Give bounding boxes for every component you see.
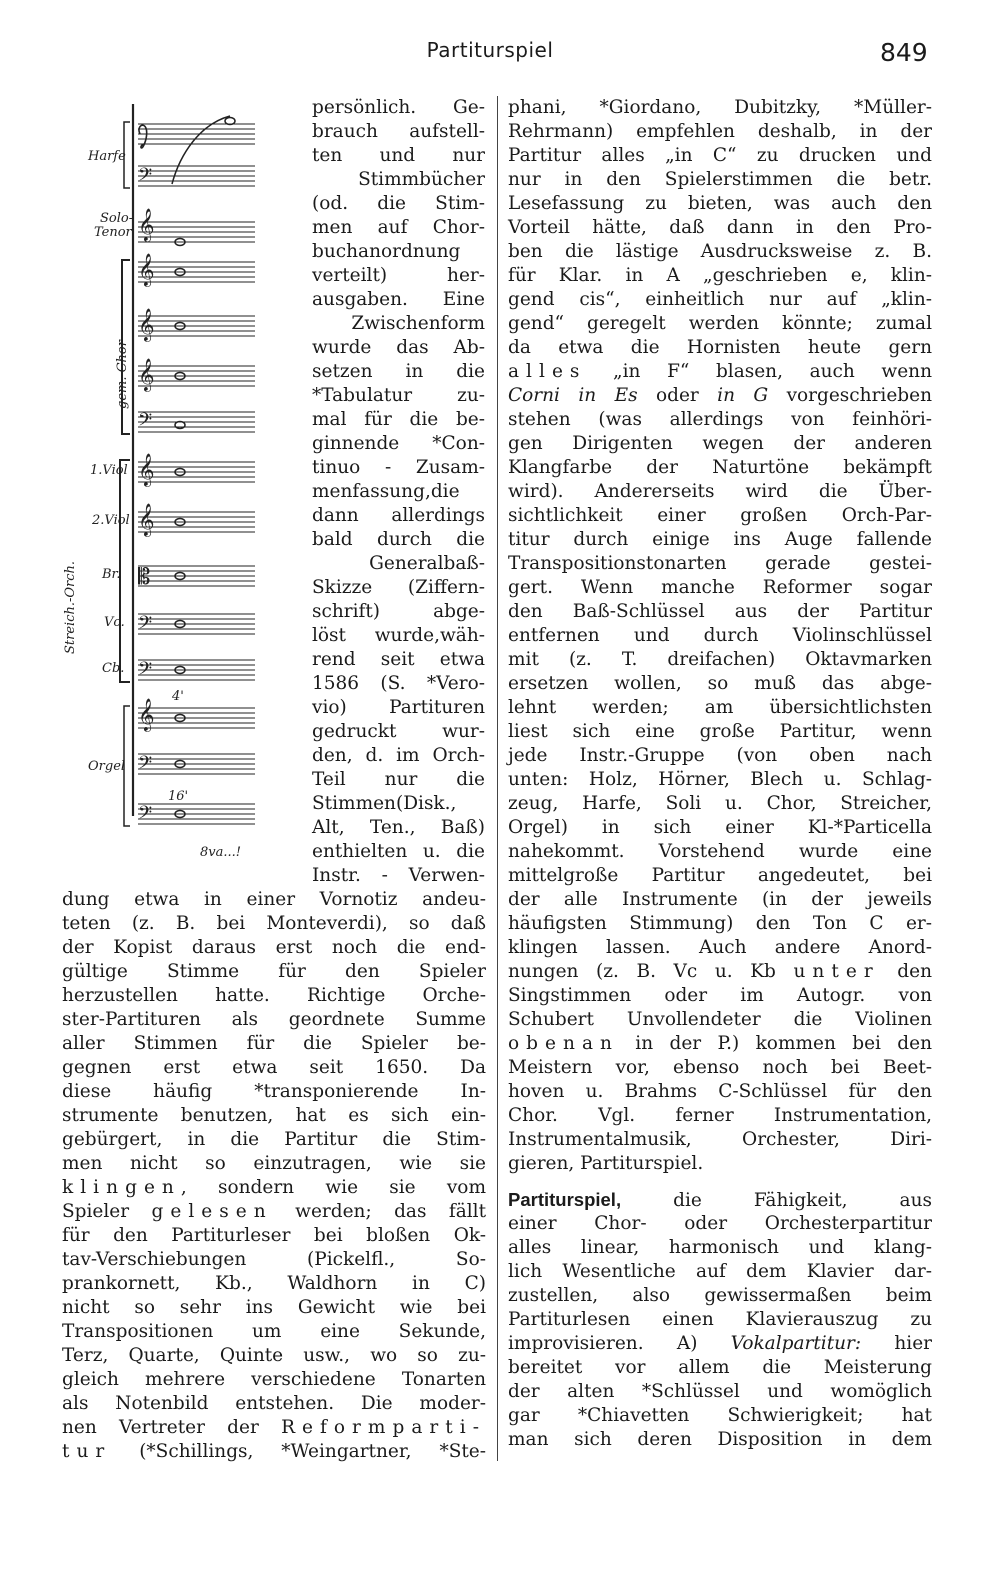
text-line: prankornett, Kb., Waldhorn in C)	[62, 1273, 486, 1294]
text-run: den	[879, 961, 932, 982]
text-line: entfernen und durch Violinschlüssel	[508, 625, 932, 646]
text-line: Vorteil hätte, daß dann in den Pro-	[508, 217, 932, 238]
italic-run: Vokalpartitur:	[730, 1333, 862, 1354]
page-number: 849	[880, 38, 928, 67]
staff-solo-tenor	[138, 222, 255, 242]
bass-clef-icon: 𝄢	[138, 410, 153, 435]
spaced-word: gelesen	[151, 1201, 273, 1222]
text-line: Rehrmann) empfehlen deshalb, in der	[508, 121, 932, 142]
text-line: men auf Chor-	[312, 217, 485, 238]
text-line: strumente benutzen, hat es sich ein-	[62, 1105, 486, 1126]
staff-organ-bass	[138, 754, 255, 774]
label-16-foot: 16'	[168, 789, 189, 804]
text-line: liest sich eine große Partitur, wenn	[508, 721, 932, 742]
text-line	[62, 1416, 486, 1440]
text-line: Zwischenform	[351, 313, 485, 334]
bass-clef-icon: 𝄢	[138, 803, 153, 828]
text-line: Chor. Vgl. ferner Instrumentation,	[508, 1105, 932, 1126]
score-svg	[63, 94, 310, 869]
text-line: brauch aufstell-	[312, 121, 485, 142]
text-line: stehen (was allerdings von feinhöri-	[508, 409, 932, 430]
staff-viola	[138, 566, 255, 586]
text-line: tinuo - Zusam-	[312, 457, 485, 478]
text-line: ten und nur	[312, 145, 485, 166]
text-line: Transpositionen um eine Sekunde,	[62, 1321, 486, 1342]
label-vc: Vc.	[104, 615, 125, 630]
text-line: ginnende *Con-	[312, 433, 485, 454]
text-line: der alle Instrumente (in der jeweils	[508, 889, 932, 910]
text-line: als Notenbild entstehen. Die moder-	[62, 1393, 486, 1414]
text-line: gar *Chiavetten Schwierigkeit; hat	[508, 1405, 932, 1426]
treble-clef-icon: 𝄞	[138, 698, 155, 731]
label-solo: Solo-	[100, 211, 134, 226]
text-line: klingen lassen. Auch andere Anord-	[508, 937, 932, 958]
text-line: mal für die be-	[312, 409, 485, 430]
text-line: nahekommt. Vorstehend wurde eine	[508, 841, 932, 862]
text-line: gebürgert, in die Partitur die Stim-	[62, 1129, 486, 1150]
entry-headword-line	[508, 1188, 932, 1213]
text-line: persönlich. Ge-	[312, 97, 485, 118]
label-tenor: Tenor	[94, 225, 132, 240]
text-line: man sich deren Disposition in dem	[508, 1429, 932, 1450]
text-line: verteilt) her-	[312, 265, 485, 286]
label-gem-chor: gem. Chor	[115, 340, 130, 409]
spaced-word: alles	[508, 361, 587, 382]
staff-violin-2	[138, 512, 255, 532]
text-line: den Baß-Schlüssel aus der Partitur	[508, 601, 932, 622]
label-orgel: Orgel	[88, 759, 126, 774]
label-4-foot: 4'	[172, 689, 184, 704]
text-line: häufigsten Stimmung) den Ton C er-	[508, 913, 932, 934]
text-line: diese häufig *transponierende In-	[62, 1081, 486, 1102]
text-line: Stimmen(Disk.,	[312, 793, 457, 814]
text-line: gültige Stimme für den Spieler	[62, 961, 486, 982]
text-line: gert. Wenn manche Reformer sogar	[508, 577, 932, 598]
staff-choir-tenor	[138, 366, 255, 386]
treble-clef-icon: 𝄞	[138, 453, 155, 486]
staff-harfe-treble	[138, 124, 255, 144]
bass-clef-icon: 𝄢	[138, 165, 153, 190]
bass-clef-icon: 𝄢	[138, 753, 153, 778]
text-run: (*Schillings, *Weingartner, *Ste-	[111, 1441, 486, 1462]
text-line: mittelgroße Partitur angedeutet, bei	[508, 865, 932, 886]
text-line: rend seit etwa	[312, 649, 485, 670]
staff-violin-1	[138, 462, 255, 482]
text-line: hoven u. Brahms C-Schlüssel für den	[508, 1081, 932, 1102]
text-run: in der P.) kommen bei den	[618, 1033, 932, 1054]
text-line: Lesefassung zu bieten, was auch den	[508, 193, 932, 214]
text-line: der alten *Schlüssel und womöglich	[508, 1381, 932, 1402]
treble-clef-icon: 𝄞	[138, 253, 155, 286]
text-line: gegnen erst etwa seit 1650. Da	[62, 1057, 486, 1078]
label-ottava: 8va...!	[200, 845, 241, 860]
text-line: gedruckt wur-	[312, 721, 485, 742]
text-line: lich Wesentliche auf dem Klavier dar-	[508, 1261, 932, 1282]
text-line: Generalbaß-	[369, 553, 485, 574]
text-line: mit (z. T. dreifachen) Oktavmarken	[508, 649, 932, 670]
text-line: einer Chor- oder Orchesterpartitur	[508, 1213, 932, 1234]
text-line	[62, 1440, 486, 1464]
text-line: Meistern vor, ebenso noch bei Beet-	[508, 1057, 932, 1078]
staff-organ-pedal	[138, 804, 255, 824]
staff-choir-alto	[138, 316, 255, 336]
text-line: enthielten u. die	[312, 841, 485, 862]
score-illustration	[63, 94, 310, 869]
text-line: den, d. im Orch-	[312, 745, 485, 766]
text-line: ster-Partituren als geordnete Summe	[62, 1009, 486, 1030]
text-line: alles linear, harmonisch und klang-	[508, 1237, 932, 1258]
text-line: der Kopist daraus erst noch die end-	[62, 937, 486, 958]
text-line: herzustellen hatte. Richtige Orche-	[62, 985, 486, 1006]
text-line: gen Dirigenten wegen der anderen	[508, 433, 932, 454]
text-line: wird). Andererseits wird die Über-	[508, 481, 932, 502]
treble-clef-icon: 𝄞	[138, 358, 155, 391]
text-line: 1586 (S. *Vero-	[312, 673, 485, 694]
text-line: gend“ geregelt werden könnte; zumal	[508, 313, 932, 334]
text-line: für Klar. in A „geschrieben e, klin-	[508, 265, 932, 286]
text-line	[508, 1332, 932, 1356]
text-line	[508, 384, 932, 408]
text-line: titur durch einige ins Auge fallende	[508, 529, 932, 550]
text-line: Klangfarbe der Naturtöne bekämpft	[508, 457, 932, 478]
text-line: *Tabulatur zu-	[312, 385, 485, 406]
text-line: für den Partiturleser bei bloßen Ok-	[62, 1225, 486, 1246]
text-line: ben die lästige Ausdrucksweise z. B.	[508, 241, 932, 262]
text-line: zeug, Harfe, Soli u. Chor, Streicher,	[508, 793, 932, 814]
text-run: nungen (z. B. Vc u. Kb	[508, 961, 794, 982]
text-run: nen Vertreter der	[62, 1417, 282, 1438]
text-line: Partiturlesen einen Klavierauszug zu	[508, 1309, 932, 1330]
text-line: bald durch die	[312, 529, 485, 550]
text-line: buchanordnung	[312, 241, 461, 262]
label-cb: Cb.	[102, 661, 125, 676]
spaced-word: klingen	[62, 1177, 181, 1198]
text-line: menfassung,die	[312, 481, 460, 502]
text-line: nur in den Spielerstimmen die betr.	[508, 169, 932, 190]
alto-clef-icon: 𝄡	[138, 565, 151, 590]
bass-clef-icon: 𝄢	[138, 659, 153, 684]
text-line: lehnt werden; am übersichtlichsten	[508, 697, 932, 718]
text-line: Partitur alles „in C“ zu drucken und	[508, 145, 932, 166]
text-line: nicht so sehr ins Gewicht wie bei	[62, 1297, 486, 1318]
spaced-word: unter	[793, 961, 880, 982]
text-line	[62, 1176, 486, 1200]
text-line: wurde das Ab-	[312, 337, 485, 358]
text-run: die Fähigkeit, aus	[621, 1190, 932, 1211]
note-harp-high	[225, 118, 235, 125]
text-line: men nicht so einzutragen, wie sie	[62, 1153, 486, 1174]
text-line: Transpositionstonarten gerade gestei-	[508, 553, 932, 574]
spaced-word: obenan	[508, 1033, 619, 1054]
text-line: ausgaben. Eine	[312, 289, 485, 310]
column-divider	[497, 96, 498, 1461]
label-viol2: 2.Viol	[92, 513, 130, 528]
text-line	[508, 960, 932, 984]
label-harfe: Harfe	[88, 149, 126, 164]
text-line: Schubert Unvollendeter die Violinen	[508, 1009, 932, 1030]
text-line: bereitet vor allem die Meisterung	[508, 1357, 932, 1378]
text-line: unten: Holz, Hörner, Blech u. Schlag-	[508, 769, 932, 790]
italic-run: Corni in Es	[508, 385, 638, 406]
text-line: löst wurde,wäh-	[312, 625, 485, 646]
text-run: , sondern wie sie vom	[180, 1177, 486, 1198]
text-line: Teil nur die	[312, 769, 485, 790]
italic-run: in G	[717, 385, 769, 406]
text-line: gend cis“, einheitlich nur auf „klin-	[508, 289, 932, 310]
text-line: ersetzen wollen, so muß das abge-	[508, 673, 932, 694]
text-line: (od. die Stim-	[312, 193, 485, 214]
text-line	[508, 360, 932, 384]
running-head-title: Partiturspiel	[426, 38, 554, 62]
text-line: da etwa die Hornisten heute gern	[508, 337, 932, 358]
staff-organ-treble	[138, 708, 255, 728]
staff-choir-bass	[138, 412, 255, 432]
staff-cello	[138, 614, 255, 634]
text-line	[62, 1200, 486, 1224]
treble-clef-icon: 𝄞	[138, 503, 155, 536]
text-line: Instr. - Verwen-	[312, 865, 485, 886]
text-run: improvisieren. A)	[508, 1333, 731, 1354]
text-line: gleich mehrere verschiedene Tonarten	[62, 1369, 486, 1390]
label-viol1: 1.Viol	[90, 463, 128, 478]
text-run: vorgeschrieben	[768, 385, 932, 406]
text-line: teten (z. B. bei Monteverdi), so daß	[62, 913, 486, 934]
staff-contrabass	[138, 660, 255, 680]
text-line	[508, 1032, 932, 1056]
text-run: werden; das fällt	[272, 1201, 486, 1222]
text-run: oder	[637, 385, 718, 406]
text-line: Singstimmen oder im Autogr. von	[508, 985, 932, 1006]
entry-headword: Partiturspiel,	[508, 1189, 622, 1210]
text-line: aller Stimmen für die Spieler be-	[62, 1033, 486, 1054]
label-streich-orch: Streich.-Orch.	[63, 560, 78, 654]
text-line: setzen in die	[312, 361, 485, 382]
harp-arpeggio	[172, 116, 230, 184]
text-run: „in F“ blasen, auch wenn	[586, 361, 932, 382]
text-line: vio) Partituren	[312, 697, 485, 718]
text-line: Instrumentalmusik, Orchester, Diri-	[508, 1129, 932, 1150]
spaced-word: tur	[62, 1441, 112, 1462]
strings-bracket	[120, 460, 130, 682]
text-line: jede Instr.-Gruppe (von oben nach	[508, 745, 932, 766]
staff-choir-soprano	[138, 262, 255, 282]
treble-clef-icon: 𝄞	[138, 308, 155, 341]
text-line: schrift) abge-	[312, 601, 485, 622]
text-line: Terz, Quarte, Quinte usw., wo so zu-	[62, 1345, 486, 1366]
treble-clef-icon: 𝄞	[138, 208, 155, 241]
text-line: zustellen, also gewissermaßen beim	[508, 1285, 932, 1306]
text-line: dann allerdings	[312, 505, 485, 526]
spaced-word: Reformparti-	[281, 1417, 486, 1438]
text-line: Orgel) in sich einer Kl-*Particella	[508, 817, 932, 838]
text-run: hier	[861, 1333, 932, 1354]
bass-clef-icon: 𝄢	[138, 613, 153, 638]
text-line: sichtlichkeit einer großen Orch-Par-	[508, 505, 932, 526]
label-br: Br.	[102, 567, 121, 582]
text-line: gieren, Partiturspiel.	[508, 1153, 704, 1174]
text-line: Stimmbücher	[358, 169, 485, 190]
staff-harfe-bass	[138, 166, 255, 186]
text-line: tav-Verschiebungen (Pickelfl., So-	[62, 1249, 486, 1270]
text-line: Alt, Ten., Baß)	[312, 817, 485, 838]
text-line: Skizze (Ziffern-	[312, 577, 485, 598]
text-line: phani, *Giordano, Dubitzky, *Müller-	[508, 97, 932, 118]
text-run: Spieler	[62, 1201, 152, 1222]
text-line: dung etwa in einer Vornotiz andeu-	[62, 889, 486, 910]
